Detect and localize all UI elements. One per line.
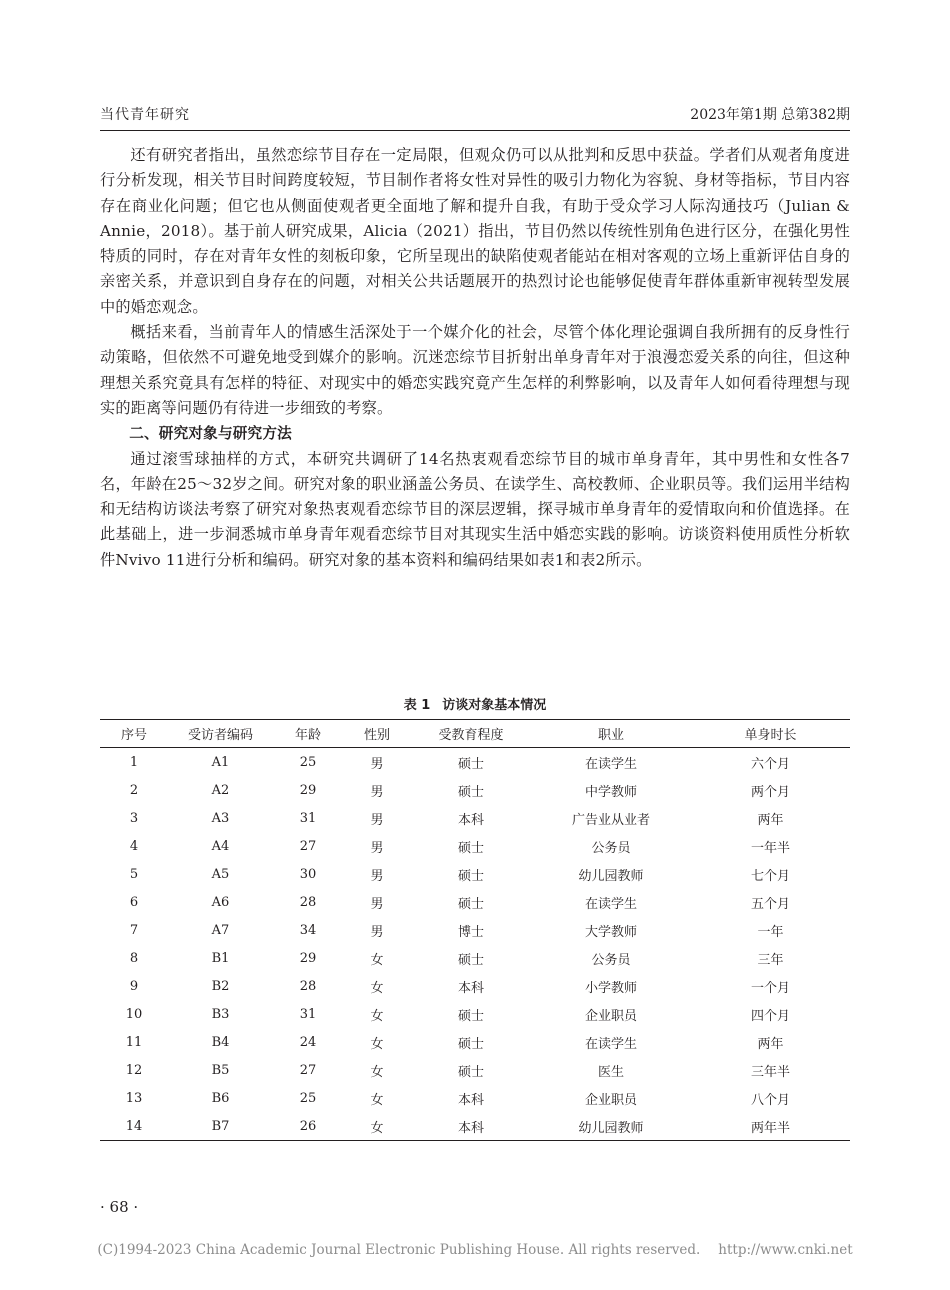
cell-index: 13 <box>125 1090 143 1106</box>
cell-single-duration: 三年半 <box>750 1064 790 1080</box>
cell-code: A2 <box>211 782 230 798</box>
cell-code: A3 <box>211 810 230 826</box>
page-number: · 68 · <box>100 1198 139 1216</box>
cell-age: 28 <box>299 894 317 910</box>
cell-gender: 女 <box>370 980 384 996</box>
cell-index: 14 <box>125 1118 143 1134</box>
table-row <box>100 804 850 832</box>
cell-age: 27 <box>299 838 317 854</box>
cell-occupation: 幼儿园教师 <box>578 1120 644 1136</box>
table-row <box>100 1056 850 1084</box>
cell-education: 硕士 <box>457 756 484 772</box>
table-title: 访谈对象基本情况 <box>442 698 547 713</box>
cell-occupation: 在读学生 <box>584 896 637 912</box>
cell-gender: 女 <box>370 1008 384 1024</box>
cell-gender: 女 <box>370 1120 384 1136</box>
cell-gender: 男 <box>370 756 384 772</box>
cell-occupation: 企业职员 <box>584 1008 637 1024</box>
cell-code: B4 <box>211 1034 230 1050</box>
cell-index: 10 <box>125 1006 143 1022</box>
cell-age: 25 <box>299 1090 317 1106</box>
cell-occupation: 公务员 <box>591 840 631 856</box>
cell-code: B7 <box>211 1118 230 1134</box>
cell-gender: 男 <box>370 840 384 856</box>
paragraph-2: 概括来看，当前青年人的情感生活深处于一个媒介化的社会，尽管个体化理论强调自我所拥有的反身性行动策略，但依然不可避免地受到媒介的影响。沉迷恋综节目折射出单身青年对于浪漫恋爱关系的向往，但这种理想关系究竟具有怎样的特征、对现实中的婚恋实践究竟产生怎样的利弊影响，以及青年人如何看待理想与现实的距离等问题仍有待进一步细致的考察。 <box>100 323 850 417</box>
cell-age: 25 <box>299 754 317 770</box>
cell-index: 9 <box>129 978 139 994</box>
cell-code: A7 <box>211 922 230 938</box>
cell-single-duration: 两年 <box>757 1036 784 1052</box>
table-row <box>100 916 850 944</box>
table-body <box>100 748 850 1141</box>
cell-age: 24 <box>299 1034 317 1050</box>
cell-code: B1 <box>211 950 230 966</box>
cell-single-duration: 两个月 <box>750 784 790 800</box>
cell-occupation: 在读学生 <box>584 1036 637 1052</box>
cell-index: 3 <box>129 810 139 826</box>
cell-code: B3 <box>211 1006 230 1022</box>
cell-single-duration: 七个月 <box>750 868 790 884</box>
cell-education: 硕士 <box>457 952 484 968</box>
table-row <box>100 860 850 888</box>
cell-single-duration: 八个月 <box>750 1092 790 1108</box>
cell-gender: 女 <box>370 1064 384 1080</box>
table-caption <box>100 694 850 713</box>
cell-gender: 男 <box>370 812 384 828</box>
cell-code: A1 <box>211 754 230 770</box>
cell-occupation: 公务员 <box>591 952 631 968</box>
cell-single-duration: 五个月 <box>750 896 790 912</box>
cell-code: B6 <box>211 1090 230 1106</box>
cell-gender: 男 <box>370 784 384 800</box>
cell-single-duration: 六个月 <box>750 756 790 772</box>
cell-code: A6 <box>211 894 230 910</box>
table-header-row <box>100 720 850 748</box>
cell-age: 30 <box>299 866 317 882</box>
cell-age: 34 <box>299 922 317 938</box>
table-row <box>100 1028 850 1056</box>
cell-index: 1 <box>129 754 139 770</box>
issue-info: 2023年第1期 总第382期 <box>690 107 850 123</box>
cell-education: 本科 <box>457 1092 484 1108</box>
cell-education: 硕士 <box>457 840 484 856</box>
cell-gender: 男 <box>370 924 384 940</box>
cell-education: 硕士 <box>457 1064 484 1080</box>
cell-occupation: 广告业从业者 <box>571 812 650 828</box>
cell-occupation: 大学教师 <box>584 924 637 940</box>
col-header-single-duration: 单身时长 <box>744 728 797 743</box>
cell-single-duration: 一年半 <box>750 840 790 856</box>
cell-single-duration: 四个月 <box>750 1008 790 1024</box>
cell-education: 本科 <box>457 812 484 828</box>
table-row <box>100 1112 850 1141</box>
table-row <box>100 1000 850 1028</box>
cell-occupation: 小学教师 <box>584 980 637 996</box>
journal-title: 当代青年研究 <box>100 107 190 123</box>
table-row <box>100 832 850 860</box>
cell-index: 11 <box>125 1034 143 1050</box>
paragraph-method: 通过滚雪球抽样的方式，本研究共调研了14名热衷观看恋综节目的城市单身青年，其中男性和女性各7名，年龄在25～32岁之间。研究对象的职业涵盖公务员、在读学生、高校教师、企业职员等。我们运用半结构和无结构访谈法考察了研究对象热衷观看恋综节目的深层逻辑，探寻城市单身青年的爱情取向和价值选择。在此基础上，进一步洞悉城市单身青年观看恋综节目对其现实生活中婚恋实践的影响。访谈资料使用质性分析软件Nvivo 11进行分析和编码。研究对象的基本资料和编码结果如表1和表2所示。 <box>100 449 850 569</box>
cell-age: 31 <box>299 1006 317 1022</box>
table-row <box>100 776 850 804</box>
cell-single-duration: 三年 <box>757 952 784 968</box>
cell-education: 硕士 <box>457 1008 484 1024</box>
cell-index: 8 <box>129 950 139 966</box>
paragraph-1: 还有研究者指出，虽然恋综节目存在一定局限，但观众仍可以从批判和反思中获益。学者们从观者角度进行分析发现，相关节目时间跨度较短，节目制作者将女性对异性的吸引力物化为容貌、身材等指标，节目内容存在商业化问题；但它也从侧面使观者更全面地了解和提升自我，有助于受众学习人际沟通技巧（Julian & Annie，2018）。基于前人研究成果，Alicia（2021）指出，节目仍然以传统性别角色进行区分，在强化男性特质的同时，存在对青年女性的刻板印象，它所呈现出的缺陷使观者能站在相对客观的立场上重新评估自身的亲密关系，并意识到自身存在的问题，对相关公共话题展开的热烈讨论也能够促使青年群体重新审视转型发展中的婚恋观念。 <box>100 146 850 316</box>
cell-code: B5 <box>211 1062 230 1078</box>
col-header-code: 受访者编码 <box>187 728 253 743</box>
section-heading: 二、研究对象与研究方法 <box>129 425 292 443</box>
cell-index: 5 <box>129 866 139 882</box>
article-body <box>100 143 850 573</box>
cell-education: 博士 <box>457 924 484 940</box>
cell-occupation: 在读学生 <box>584 756 637 772</box>
table-row <box>100 748 850 777</box>
cell-gender: 女 <box>370 1092 384 1108</box>
col-header-occupation: 职业 <box>597 728 624 743</box>
table-label: 表 1 <box>403 698 431 713</box>
cell-single-duration: 一个月 <box>750 980 790 996</box>
cell-gender: 女 <box>370 952 384 968</box>
cell-index: 7 <box>129 922 139 938</box>
table-row <box>100 972 850 1000</box>
header-divider <box>100 130 850 131</box>
cell-code: A4 <box>211 838 230 854</box>
col-header-gender: 性别 <box>363 728 390 743</box>
cell-education: 硕士 <box>457 868 484 884</box>
cell-index: 12 <box>125 1062 143 1078</box>
cell-gender: 男 <box>370 868 384 884</box>
participants-table <box>100 719 850 1141</box>
col-header-education: 受教育程度 <box>438 728 504 743</box>
cell-age: 29 <box>299 950 317 966</box>
cnki-url[interactable]: http://www.cnki.net <box>718 1242 853 1258</box>
cell-education: 硕士 <box>457 896 484 912</box>
cell-education: 本科 <box>457 1120 484 1136</box>
cell-index: 4 <box>129 838 139 854</box>
table-row <box>100 888 850 916</box>
table-row <box>100 944 850 972</box>
cell-gender: 男 <box>370 896 384 912</box>
table-row <box>100 1084 850 1112</box>
cell-education: 硕士 <box>457 1036 484 1052</box>
cell-occupation: 企业职员 <box>584 1092 637 1108</box>
cell-occupation: 幼儿园教师 <box>578 868 644 884</box>
cell-single-duration: 两年 <box>757 812 784 828</box>
col-header-age: 年龄 <box>294 728 321 743</box>
cell-single-duration: 两年半 <box>750 1120 790 1136</box>
cell-index: 2 <box>129 782 139 798</box>
cell-age: 27 <box>299 1062 317 1078</box>
cell-single-duration: 一年 <box>757 924 784 940</box>
col-header-index: 序号 <box>120 728 147 743</box>
cell-age: 28 <box>299 978 317 994</box>
copyright-text: (C)1994-2023 China Academic Journal Electronic Publishing House. All rights reserved. <box>97 1242 701 1258</box>
cell-education: 本科 <box>457 980 484 996</box>
cell-index: 6 <box>129 894 139 910</box>
cell-age: 29 <box>299 782 317 798</box>
cell-age: 26 <box>299 1118 317 1134</box>
cell-occupation: 中学教师 <box>584 784 637 800</box>
cell-age: 31 <box>299 810 317 826</box>
cell-gender: 女 <box>370 1036 384 1052</box>
cell-occupation: 医生 <box>597 1064 624 1080</box>
copyright-notice <box>0 1242 950 1258</box>
cell-code: B2 <box>211 978 230 994</box>
cell-education: 硕士 <box>457 784 484 800</box>
cell-code: A5 <box>211 866 230 882</box>
